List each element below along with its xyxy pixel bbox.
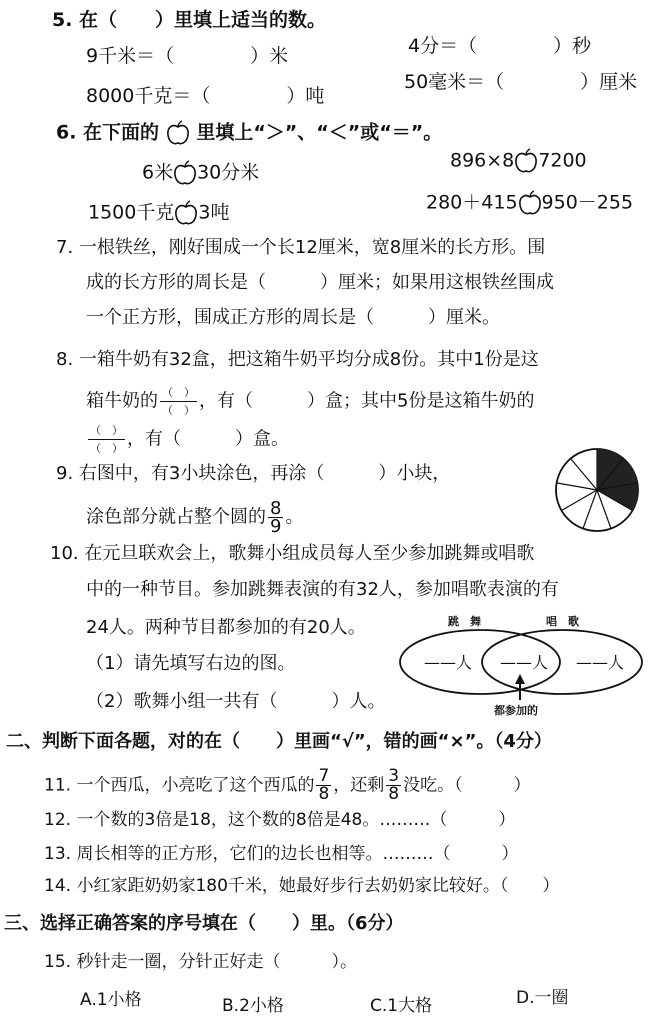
q8-fraction-blank <box>160 384 197 419</box>
q8-line3-post: ，有（ ）盒。 <box>127 428 289 450</box>
venn-middle-count[interactable]: ——人 <box>500 653 549 672</box>
q9-line2-post: 。 <box>285 506 304 528</box>
q13: 13. 周长相等的正方形，它们的边长也相等。………（ ） <box>44 844 519 864</box>
q6-b-right: 3吨 <box>198 201 230 224</box>
q9-circle-diagram <box>553 446 641 534</box>
q11-frac1-den: 8 <box>318 784 330 804</box>
q8-line1: 8. 一箱牛奶有32盒，把这箱牛奶平均分成8份。其中1份是这 <box>56 349 539 370</box>
q11-frac2-den: 8 <box>388 784 400 804</box>
q5-title: 5. 在（ ）里填上适当的数。 <box>52 9 327 31</box>
arrow-up-icon <box>515 674 525 684</box>
q9-line1: 9. 右图中，有3小块涂色，再涂（ ）小块， <box>56 463 451 484</box>
q11-frac1-num: 7 <box>318 766 330 786</box>
q5-item-c: 4分＝（ ）秒 <box>408 35 592 57</box>
q9-line2 <box>86 500 303 535</box>
q15-option-c[interactable]: C.1大格 <box>370 996 433 1016</box>
q8-frac-den[interactable]: （ ） <box>162 404 195 417</box>
q8-line3 <box>86 422 289 457</box>
q8-frac-num[interactable]: （ ） <box>160 384 197 402</box>
q11-frac2-num: 3 <box>388 766 400 786</box>
apple-icon[interactable] <box>518 190 542 216</box>
q10-sub1: （1）请先填写右边的图。 <box>86 653 296 674</box>
q6-d-right: 950－255 <box>541 191 634 214</box>
q7-line2: 成的长方形的周长是（ ）厘米；如果用这根铁丝围成 <box>86 272 554 293</box>
q6-item-c <box>450 148 587 174</box>
q10-sub2: （2）歌舞小组一共有（ ）人。 <box>86 691 386 712</box>
q8-frac-num[interactable]: （ ） <box>88 422 125 440</box>
q9-fraction <box>268 500 283 535</box>
q6-item-b <box>88 200 229 226</box>
q10-line2: 中的一种节目。参加跳舞表演的有32人，参加唱歌表演的有 <box>86 579 559 600</box>
q12: 12. 一个数的3倍是18，这个数的8倍是48。………（ ） <box>44 810 516 830</box>
venn-sing-label: 唱 歌 <box>546 615 579 628</box>
q15-option-b[interactable]: B.2小格 <box>222 996 284 1016</box>
q15-option-d[interactable]: D.一圈 <box>516 988 569 1008</box>
q6-a-right: 30分米 <box>197 161 260 184</box>
q8-line2-post: ，有（ ）盒；其中5份是这箱牛奶的 <box>199 390 535 412</box>
q5-item-d: 50毫米＝（ ）厘米 <box>404 71 638 93</box>
q5-item-a: 9千米＝（ ）米 <box>86 45 289 67</box>
q6-c-right: 7200 <box>538 149 587 172</box>
venn-both-label: 都参加的 <box>494 704 538 717</box>
q9-frac-den: 9 <box>270 516 282 537</box>
q14: 14. 小红家距奶奶家180千米，她最好步行去奶奶家比较好。（ ） <box>44 876 560 896</box>
q11-pre: 11. 一个西瓜，小亮吃了这个西瓜的 <box>44 775 315 796</box>
q6-item-a <box>142 160 259 186</box>
q10-line1: 10. 在元旦联欢会上，歌舞小组成员每人至少参加跳舞或唱歌 <box>50 543 535 564</box>
q9-line2-pre: 涂色部分就占整个圆的 <box>86 506 266 528</box>
q5-item-b: 8000千克＝（ ）吨 <box>86 85 325 107</box>
venn-right-count[interactable]: ——人 <box>576 653 625 672</box>
q6-d-left: 280＋415 <box>426 191 518 214</box>
q10-venn-diagram <box>396 610 648 720</box>
apple-icon[interactable] <box>174 200 198 226</box>
sec2-title: 二、判断下面各题，对的在（ ）里画“√”，错的画“×”。（4分） <box>6 731 552 752</box>
q6-title <box>56 120 442 146</box>
q11-fraction-1 <box>316 768 331 803</box>
q7-line1: 7. 一根铁丝，刚好围成一个长12厘米，宽8厘米的长方形。围 <box>56 237 546 258</box>
venn-left-count[interactable]: ——人 <box>424 653 473 672</box>
apple-icon <box>166 120 190 146</box>
q6-title-post: 里填上“＞”、“＜”或“＝”。 <box>196 121 443 144</box>
q6-b-left: 1500千克 <box>88 201 175 224</box>
q11-mid: ，还剩 <box>333 775 385 796</box>
q8-frac-den[interactable]: （ ） <box>90 442 123 455</box>
q11 <box>44 768 531 803</box>
q11-fraction-2 <box>386 768 401 803</box>
q15-option-a[interactable]: A.1小格 <box>80 990 142 1010</box>
q8-fraction-blank <box>88 422 125 457</box>
q6-item-d <box>426 190 633 216</box>
q11-post: 没吃。（ ） <box>403 775 531 796</box>
q6-c-left: 896×8 <box>450 149 515 172</box>
q6-title-pre: 6. 在下面的 <box>56 121 160 144</box>
q6-a-left: 6米 <box>142 161 174 184</box>
q9-frac-num: 8 <box>270 498 282 519</box>
sec3-title: 三、选择正确答案的序号填在（ ）里。（6分） <box>4 913 404 934</box>
apple-icon[interactable] <box>173 160 197 186</box>
q8-line2 <box>86 384 534 419</box>
apple-icon[interactable] <box>514 148 538 174</box>
venn-dance-label: 跳 舞 <box>448 615 481 628</box>
q8-line2-pre: 箱牛奶的 <box>86 390 158 412</box>
q15: 15. 秒针走一圈，分针正好走（ ）。 <box>44 952 357 972</box>
q10-line3: 24人。两种节目都参加的有20人。 <box>86 617 366 638</box>
q7-line3: 一个正方形，围成正方形的周长是（ ）厘米。 <box>86 307 500 328</box>
